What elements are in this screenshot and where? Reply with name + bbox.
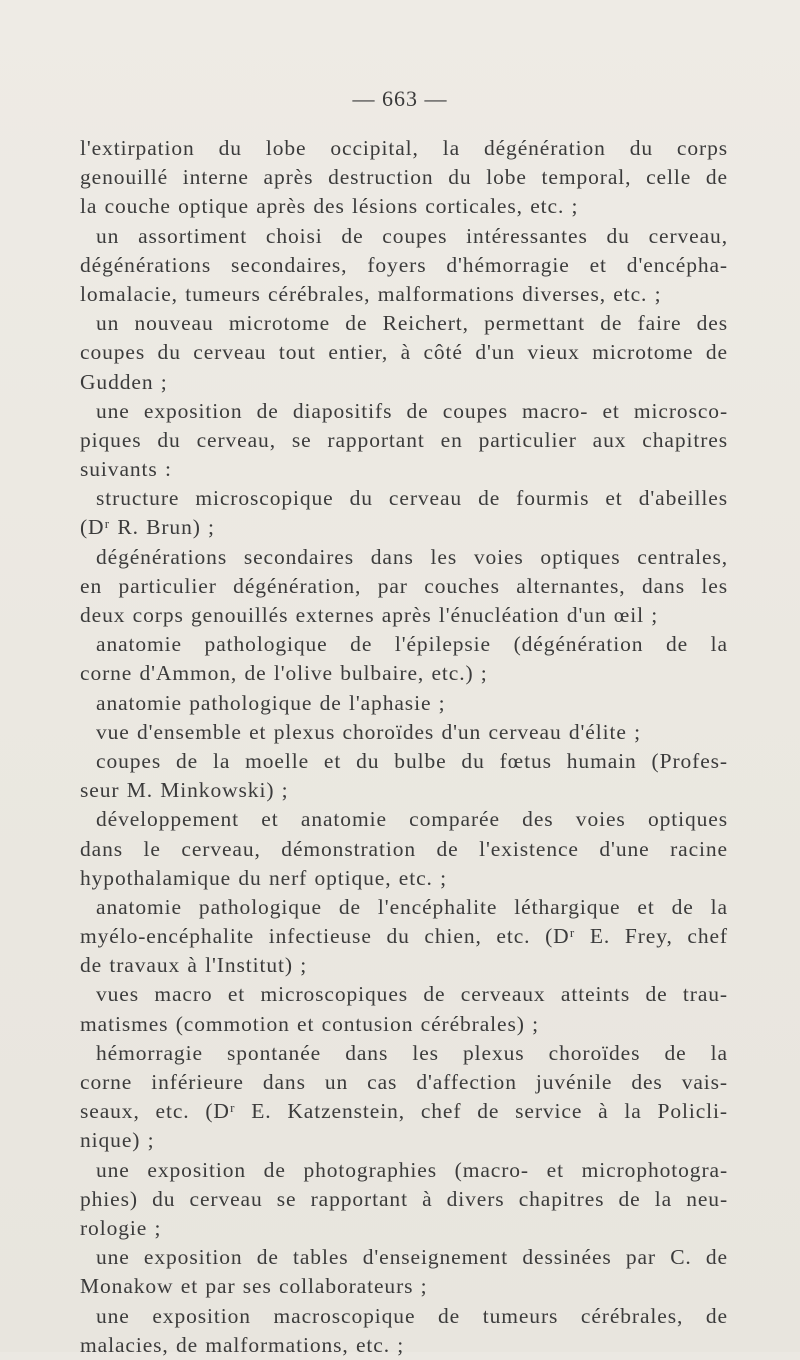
text-line: développement et anatomie comparée des voies optiques xyxy=(96,807,728,832)
text-line: coupes de la moelle et du bulbe du fœtus humain (Profes- xyxy=(96,748,728,773)
text-line: corne inférieure dans un cas d'affection juvénile des vais- xyxy=(80,1070,728,1094)
text-line: une exposition de photographies (macro- et microphotogra- xyxy=(96,1157,728,1182)
text-line: la couche optique après des lésions corticales, etc. ; xyxy=(80,194,579,219)
page-number: — 663 — xyxy=(352,86,448,111)
text-line: dégénérations secondaires dans les voies optiques centrales, xyxy=(96,544,728,569)
text-line: une exposition de diapositifs de coupes macro- et microsco- xyxy=(96,398,728,423)
text-line: corne d'Ammon, de l'olive bulbaire, etc.) ; xyxy=(80,661,488,686)
text-line: anatomie pathologique de l'encéphalite léthargique et de la xyxy=(96,894,728,919)
text-line: (Dʳ R. Brun) ; xyxy=(80,515,215,540)
text-line: un assortiment choisi de coupes intéressantes du cerveau, xyxy=(96,223,728,248)
text-line: matismes (commotion et contusion cérébrales) ; xyxy=(80,1011,539,1036)
text-line: phies) du cerveau se rapportant à divers chapitres de la neu- xyxy=(80,1186,728,1211)
text-line: seaux, etc. (Dʳ E. Katzenstein, chef de service à la Policli- xyxy=(80,1099,728,1124)
text-line: Monakow et par ses collaborateurs ; xyxy=(80,1274,428,1299)
text-line: de travaux à l'Institut) ; xyxy=(80,953,308,978)
text-line: myélo-encéphalite infectieuse du chien, etc. (Dʳ E. Frey, chef xyxy=(80,924,728,949)
text-line: anatomie pathologique de l'aphasie ; xyxy=(96,690,446,715)
text-line: nique) ; xyxy=(80,1128,155,1153)
text-line: hypothalamique du nerf optique, etc. ; xyxy=(80,865,447,890)
text-line: coupes du cerveau tout entier, à côté d'un vieux microtome de xyxy=(80,340,728,365)
text-line: en particulier dégénération, par couches alternantes, dans les xyxy=(80,573,728,598)
text-line: vue d'ensemble et plexus choroïdes d'un cerveau d'élite ; xyxy=(96,719,641,744)
text-line: deux corps genouillés externes après l'énucléation d'un œil ; xyxy=(80,603,659,627)
text-line: anatomie pathologique de l'épilepsie (dégénération de la xyxy=(96,632,728,657)
text-line: une exposition macroscopique de tumeurs cérébrales, de xyxy=(96,1303,728,1328)
text-line: piques du cerveau, se rapportant en particulier aux chapitres xyxy=(80,427,728,452)
text-line: un nouveau microtome de Reichert, permettant de faire des xyxy=(96,311,728,336)
text-line: structure microscopique du cerveau de fourmis et d'abeilles xyxy=(96,486,728,511)
text-line: hémorragie spontanée dans les plexus choroïdes de la xyxy=(96,1040,728,1065)
text-line: l'extirpation du lobe occipital, la dégénération du corps xyxy=(80,136,728,160)
text-line: malacies, de malformations, etc. ; xyxy=(80,1332,405,1357)
text-line: rologie ; xyxy=(80,1215,162,1240)
body-text xyxy=(80,134,728,1360)
text-line: seur M. Minkowski) ; xyxy=(80,778,289,803)
text-line: genouillé interne après destruction du lobe temporal, celle de xyxy=(80,165,728,190)
text-line: suivants : xyxy=(80,457,172,482)
text-line: lomalacie, tumeurs cérébrales, malformations diverses, etc. ; xyxy=(80,281,662,306)
text-line: une exposition de tables d'enseignement dessinées par C. de xyxy=(96,1245,728,1270)
text-line: Gudden ; xyxy=(80,369,168,394)
text-line: dans le cerveau, démonstration de l'existence d'une racine xyxy=(80,836,728,861)
text-line: vues macro et microscopiques de cerveaux atteints de trau- xyxy=(96,982,728,1007)
text-line: dégénérations secondaires, foyers d'hémorragie et d'encépha- xyxy=(80,252,728,277)
